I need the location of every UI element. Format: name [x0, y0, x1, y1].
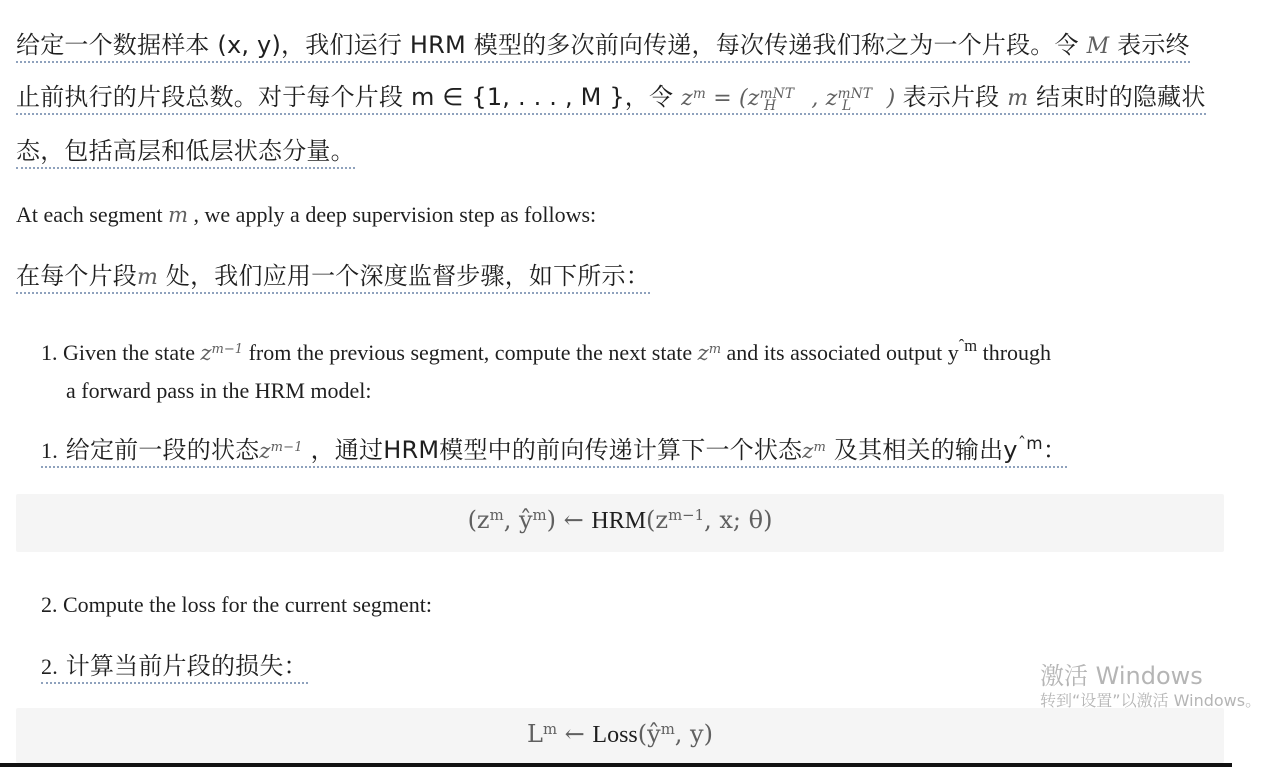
intro-var-M: M	[1086, 34, 1110, 59]
segment-cn-pre: 在每个片段	[16, 262, 137, 290]
step2-cn-num: 2.	[41, 654, 58, 679]
watermark-subtitle: 转到“设置”以激活 Windows。	[1040, 691, 1261, 710]
bottom-border	[0, 763, 1232, 767]
step1-cn-post: 及其相关的输出$y^{ˆm}$：	[833, 432, 1068, 464]
step1-en-pre: Given the state	[63, 340, 195, 365]
formula-box-hrm	[16, 494, 1224, 552]
step1-en	[41, 336, 1221, 408]
intro-line2-pre: 止前执行的片段总数。对于每个片段 m ∈ {1, . . . , M }，令	[16, 83, 674, 111]
intro-line-1	[16, 20, 1216, 72]
watermark-title: 激活 Windows	[1040, 662, 1203, 690]
step1-cn-mid: ，通过HRM模型中的前向传递计算下一个状态	[310, 436, 803, 464]
step2-cn	[41, 646, 308, 681]
step1-cn-z-prev: $z^{m-1}$	[259, 439, 303, 463]
intro-line-2	[16, 72, 1216, 126]
segment-en-post: , we apply a deep supervision step as follows:	[193, 202, 597, 227]
intro-paragraph-cn	[16, 20, 1216, 176]
step2-cn-text: 计算当前片段的损失：	[65, 652, 308, 680]
intro-line3-text: 态，包括高层和低层状态分量。	[16, 137, 355, 169]
intro-line-3	[16, 126, 1216, 176]
intro-line1-pre: 给定一个数据样本 (x, y)，我们运行 HRM 模型的多次前向传递，每次传递我们称之为一个片段。令	[16, 31, 1079, 59]
step1-cn-num: 1.	[41, 438, 58, 463]
intro-math-z-def: $z^m = (z^{mNT}_H$ , $z^{mNT}_L$ )	[681, 85, 896, 114]
formula-loss: $L^m$ ← $Loss(ŷ^m$, y)	[527, 719, 713, 748]
step1-cn-z-next: $z^m$	[802, 439, 827, 463]
formula-hrm: ($z^m$, $ŷ^m$) ← $HRM(z^{m-1}$, x; θ)	[467, 505, 773, 534]
intro-line2-post: 结束时的隐藏状	[1036, 83, 1206, 111]
segment-paragraph-cn	[16, 256, 1216, 291]
intro-var-m: m	[1007, 86, 1029, 111]
formula-box-loss	[16, 708, 1224, 763]
step2-en-text: Compute the loss for the current segment:	[63, 592, 433, 617]
step2-en	[41, 592, 1221, 618]
windows-activation-watermark	[1040, 662, 1261, 712]
step1-en-z-prev: $z^{m-1}$	[200, 341, 244, 365]
step1-en-post: and its associated output $y^{ˆm}$ through	[726, 335, 1052, 365]
intro-line2-mid: 表示片段	[902, 83, 1000, 111]
segment-cn-post: 处，我们应用一个深度监督步骤，如下所示：	[165, 262, 650, 290]
step2-en-num: 2.	[41, 592, 58, 617]
segment-en-pre: At each segment	[16, 202, 163, 227]
segment-paragraph-en	[16, 202, 1216, 228]
segment-cn-var: m	[137, 265, 159, 290]
intro-line1-post: 表示终	[1117, 31, 1190, 59]
step1-cn	[41, 430, 1067, 465]
step1-en-num: 1.	[41, 340, 58, 365]
step1-en-line2: a forward pass in the HRM model:	[66, 378, 372, 403]
step1-en-mid: from the previous segment, compute the next state	[248, 340, 693, 365]
segment-en-var: m	[168, 203, 189, 227]
step1-cn-pre: 给定前一段的状态	[65, 436, 260, 464]
step1-en-z-next: $z^m$	[697, 341, 722, 365]
